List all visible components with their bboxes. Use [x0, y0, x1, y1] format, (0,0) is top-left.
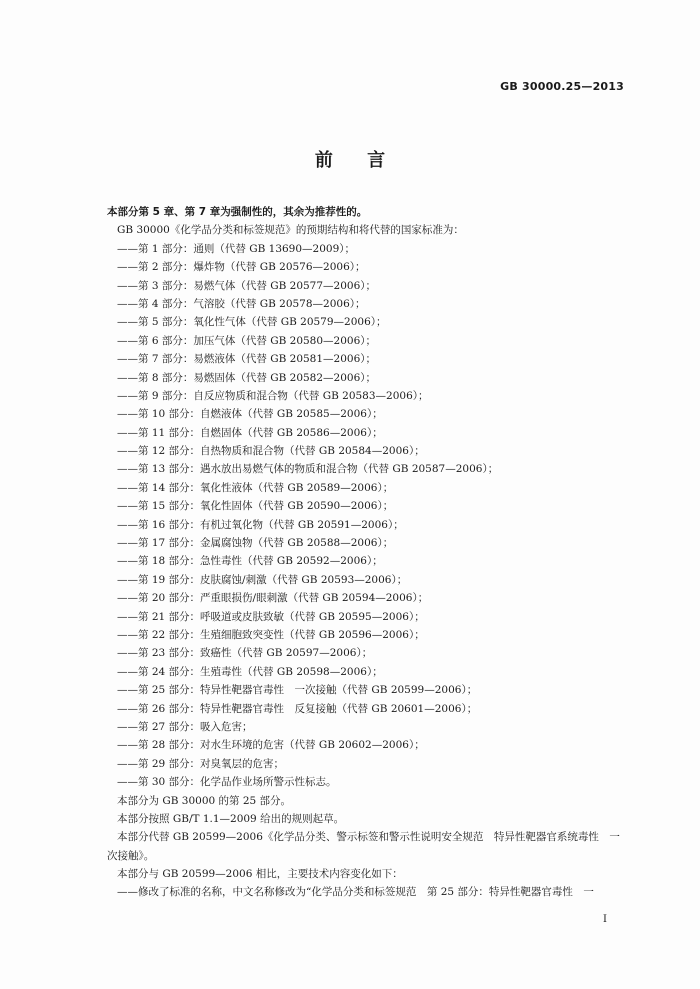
list-item: ——第 21 部分：呼吸道或皮肤致敏（代替 GB 20595—2006）；: [117, 610, 425, 623]
list-item: ——第 4 部分：气溶胶（代替 GB 20578—2006）；: [117, 297, 366, 310]
page-title: 前 言: [314, 150, 400, 171]
list-item: ——第 15 部分：氧化性固体（代替 GB 20590—2006）；: [117, 500, 394, 513]
list-item: ——第 9 部分：自反应物质和混合物（代替 GB 20583—2006）；: [117, 389, 429, 402]
list-item: ——第 11 部分：自燃固体（代替 GB 20586—2006）；: [117, 426, 383, 439]
mandatory-statement: 本部分第 5 章、第 7 章为强制性的，其余为推荐性的。: [107, 206, 368, 218]
list-item: ——第 22 部分：生殖细胞致突变性（代替 GB 20596—2006）；: [117, 628, 425, 641]
list-item: ——第 3 部分：易燃气体（代替 GB 20577—2006）；: [117, 279, 377, 292]
list-item: ——第 23 部分：致癌性（代替 GB 20597—2006）；: [117, 647, 373, 660]
list-item: ——第 19 部分：皮肤腐蚀/刺激（代替 GB 20593—2006）；: [117, 573, 408, 586]
list-item: ——第 12 部分：自热物质和混合物（代替 GB 20584—2006）；: [117, 445, 425, 458]
list-item: ——第 7 部分：易燃液体（代替 GB 20581—2006）；: [117, 353, 377, 366]
list-item: ——第 29 部分：对臭氧层的危害；: [117, 757, 285, 770]
list-item: ——第 26 部分：特异性靶器官毒性 反复接触（代替 GB 20601—2006）；: [117, 702, 478, 715]
comparison-statement: 本部分与 GB 20599—2006 相比，主要技术内容变化如下：: [117, 868, 403, 881]
part-statement: 本部分为 GB 30000 的第 25 部分。: [117, 794, 292, 807]
list-item: ——第 1 部分：通则（代替 GB 13690—2009）；: [117, 242, 356, 255]
change-item: ——修改了标准的名称，中文名称修改为“化学品分类和标签规范 第 25 部分：特异性靶器官毒性 一: [117, 886, 594, 899]
list-item: ——第 8 部分：易燃固体（代替 GB 20582—2006）；: [117, 371, 377, 384]
list-item: ——第 20 部分：严重眼损伤/眼刺激（代替 GB 20594—2006）；: [117, 592, 429, 605]
list-item: ——第 28 部分：对水生环境的危害（代替 GB 20602—2006）；: [117, 739, 425, 752]
foreword-body: [107, 203, 629, 902]
list-item: ——第 18 部分：急性毒性（代替 GB 20592—2006）；: [117, 555, 383, 568]
list-item: ——第 27 部分：吸入危害；: [117, 720, 253, 733]
replacement-statement: 本部分代替 GB 20599—2006《化学品分类、警示标签和警示性说明安全规范 特异性靶器官系统毒性 一次接触》。: [107, 831, 620, 862]
list-item: ——第 13 部分：遇水放出易燃气体的物质和混合物（代替 GB 20587—2006）；: [117, 463, 499, 476]
structure-intro: GB 30000《化学品分类和标签规范》的预期结构和将代替的国家标准为：: [117, 224, 464, 237]
list-item: ——第 16 部分：有机过氧化物（代替 GB 20591—2006）；: [117, 518, 404, 531]
list-item: ——第 10 部分：自燃液体（代替 GB 20585—2006）；: [117, 408, 383, 421]
standard-number: GB 30000.25—2013: [500, 80, 624, 93]
list-item: ——第 30 部分：化学品作业场所警示性标志。: [117, 776, 337, 789]
page-number: I: [603, 914, 607, 925]
list-item: ——第 6 部分：加压气体（代替 GB 20580—2006）；: [117, 334, 377, 347]
list-item: ——第 24 部分：生殖毒性（代替 GB 20598—2006）；: [117, 665, 383, 678]
drafting-rules: 本部分按照 GB/T 1.1—2009 给出的规则起草。: [117, 812, 345, 825]
list-item: ——第 17 部分：金属腐蚀物（代替 GB 20588—2006）；: [117, 537, 394, 550]
list-item: ——第 25 部分：特异性靶器官毒性 一次接触（代替 GB 20599—2006）；: [117, 684, 478, 697]
list-item: ——第 5 部分：氧化性气体（代替 GB 20579—2006）；: [117, 316, 387, 329]
list-item: ——第 2 部分：爆炸物（代替 GB 20576—2006）；: [117, 261, 366, 274]
parts-list: [107, 240, 629, 792]
list-item: ——第 14 部分：氧化性液体（代替 GB 20589—2006）；: [117, 481, 394, 494]
